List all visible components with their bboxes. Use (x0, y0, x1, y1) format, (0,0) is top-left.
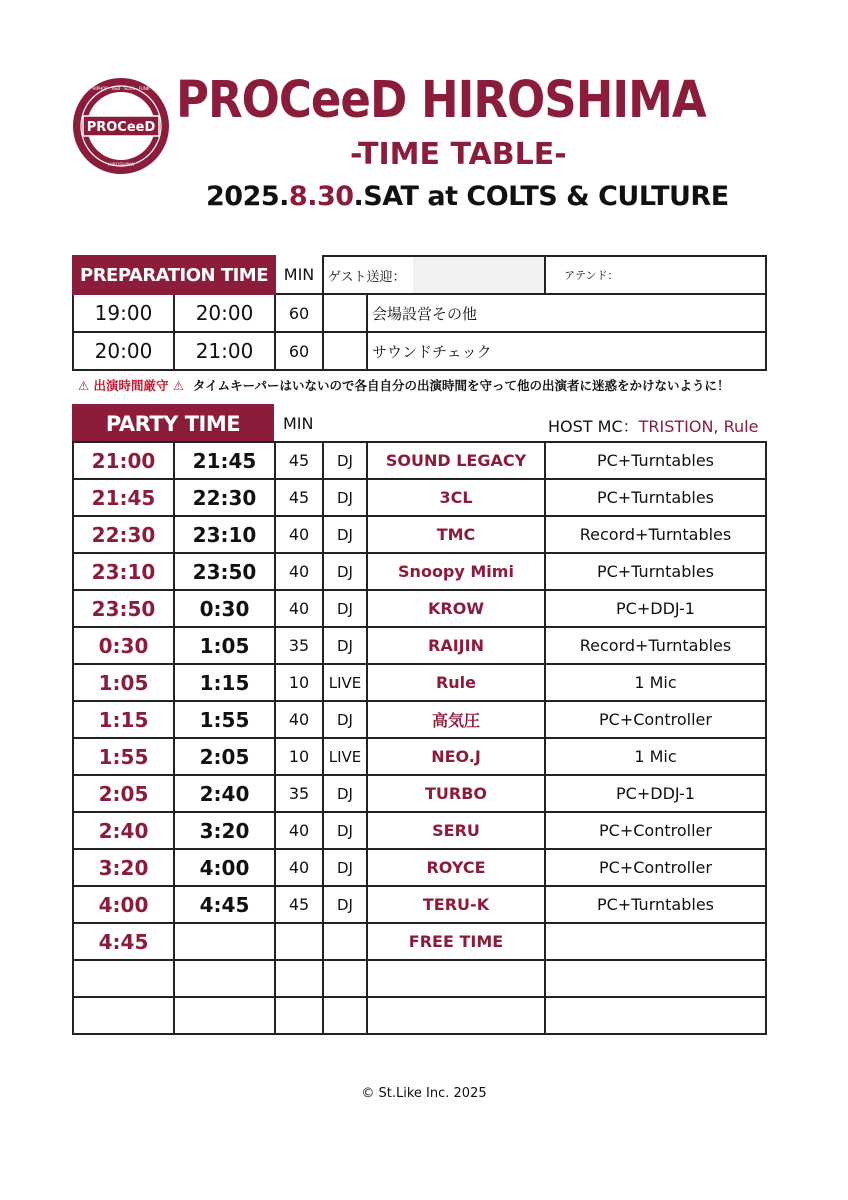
copyright: © St.Like Inc. 2025 (361, 1086, 487, 1101)
start-time: 1:15 (73, 701, 174, 738)
preparation-min-label: MIN (275, 256, 323, 294)
artist-name (367, 997, 545, 1034)
start-time: 4:45 (73, 923, 174, 960)
start-time: 4:00 (73, 886, 174, 923)
artist-name: 高気圧 (367, 701, 545, 738)
artist-name: SERU (367, 812, 545, 849)
party-row (73, 738, 766, 775)
party-row (73, 960, 766, 997)
end-time: 23:10 (174, 516, 275, 553)
minutes: 45 (275, 886, 323, 923)
page-title: PROCeeD HIROSHIMA (176, 70, 706, 130)
artist-name: Rule (367, 664, 545, 701)
minutes: 10 (275, 664, 323, 701)
minutes (275, 997, 323, 1034)
logo-ring-top: HIPHOP · R&B · SOUL · FUNK (92, 86, 150, 91)
equipment (545, 960, 766, 997)
party-row (73, 664, 766, 701)
host-mc (548, 414, 758, 437)
party-min-label: MIN (283, 414, 314, 433)
equipment: PC+Controller (545, 849, 766, 886)
prep-start-time: 20:00 (73, 332, 174, 370)
start-time (73, 997, 174, 1034)
artist-name: TURBO (367, 775, 545, 812)
minutes (275, 960, 323, 997)
prep-type (323, 294, 367, 332)
host-mc-label: HOST MC： (548, 417, 639, 436)
preparation-row (73, 294, 766, 332)
minutes: 40 (275, 812, 323, 849)
end-time: 0:30 (174, 590, 275, 627)
host-mc-names: TRISTION, Rule (638, 417, 759, 436)
page-subtitle: -TIME TABLE- (350, 137, 567, 172)
party-row (73, 923, 766, 960)
start-time: 2:40 (73, 812, 174, 849)
logo-text: PROCeeD (86, 120, 156, 135)
warning-notice (78, 376, 729, 394)
end-time: 2:05 (174, 738, 275, 775)
start-time: 0:30 (73, 627, 174, 664)
preparation-time-label: PREPARATION TIME (73, 256, 275, 294)
guest-pickup-label: ゲスト送迎： (323, 256, 413, 294)
end-time: 2:40 (174, 775, 275, 812)
prep-end-time: 20:00 (174, 294, 275, 332)
minutes: 40 (275, 516, 323, 553)
minutes: 10 (275, 738, 323, 775)
performance-type: DJ (323, 701, 367, 738)
party-row (73, 553, 766, 590)
performance-type: DJ (323, 627, 367, 664)
equipment: 1 Mic (545, 738, 766, 775)
event-date-venue (206, 181, 729, 212)
date-prefix: 2025. (206, 181, 289, 212)
minutes: 35 (275, 775, 323, 812)
prep-note: 会場設営その他 (367, 294, 766, 332)
minutes: 45 (275, 479, 323, 516)
party-row (73, 812, 766, 849)
date-highlight: 8.30 (288, 181, 354, 212)
performance-type: DJ (323, 886, 367, 923)
warning-text: タイムキーパーはいないので各自自分の出演時間を守って他の出演者に迷惑をかけないように！ (192, 378, 730, 393)
artist-name: 3CL (367, 479, 545, 516)
end-time: 4:45 (174, 886, 275, 923)
guest-pickup-field[interactable] (413, 256, 545, 294)
start-time: 2:05 (73, 775, 174, 812)
end-time: 1:05 (174, 627, 275, 664)
party-row (73, 701, 766, 738)
equipment: PC+Turntables (545, 479, 766, 516)
equipment: 1 Mic (545, 664, 766, 701)
logo-ring-bottom: HIROSHIMA (108, 163, 134, 168)
attend-label: アテンド： (545, 256, 640, 294)
end-time (174, 960, 275, 997)
end-time: 1:55 (174, 701, 275, 738)
minutes: 40 (275, 701, 323, 738)
party-row (73, 590, 766, 627)
equipment: Record+Turntables (545, 627, 766, 664)
equipment: PC+Controller (545, 812, 766, 849)
start-time: 1:05 (73, 664, 174, 701)
end-time: 4:00 (174, 849, 275, 886)
artist-name (367, 960, 545, 997)
minutes: 40 (275, 553, 323, 590)
performance-type: DJ (323, 442, 367, 479)
party-row (73, 479, 766, 516)
performance-type (323, 960, 367, 997)
equipment (545, 997, 766, 1034)
equipment: Record+Turntables (545, 516, 766, 553)
end-time: 1:15 (174, 664, 275, 701)
start-time: 22:30 (73, 516, 174, 553)
warning-label: ⚠ 出演時間厳守 ⚠ (78, 378, 185, 393)
artist-name: Snoopy Mimi (367, 553, 545, 590)
party-row (73, 886, 766, 923)
prep-type (323, 332, 367, 370)
prep-end-time: 21:00 (174, 332, 275, 370)
artist-name: KROW (367, 590, 545, 627)
artist-name: RAIJIN (367, 627, 545, 664)
proceed-logo (71, 76, 171, 176)
minutes: 35 (275, 627, 323, 664)
minutes (275, 923, 323, 960)
performance-type: DJ (323, 516, 367, 553)
prep-note: サウンドチェック (367, 332, 766, 370)
party-row (73, 442, 766, 479)
start-time: 1:55 (73, 738, 174, 775)
performance-type: DJ (323, 590, 367, 627)
attend-field[interactable] (640, 256, 766, 294)
equipment: PC+Turntables (545, 886, 766, 923)
start-time: 3:20 (73, 849, 174, 886)
performance-type: DJ (323, 479, 367, 516)
end-time: 3:20 (174, 812, 275, 849)
party-row (73, 997, 766, 1034)
start-time: 21:45 (73, 479, 174, 516)
performance-type: DJ (323, 775, 367, 812)
minutes: 40 (275, 590, 323, 627)
minutes: 40 (275, 849, 323, 886)
performance-type (323, 923, 367, 960)
performance-type: LIVE (323, 738, 367, 775)
end-time (174, 923, 275, 960)
end-time: 22:30 (174, 479, 275, 516)
prep-minutes: 60 (275, 332, 323, 370)
equipment: PC+DDJ-1 (545, 590, 766, 627)
end-time: 23:50 (174, 553, 275, 590)
party-time-label: PARTY TIME (72, 404, 274, 442)
artist-name: FREE TIME (367, 923, 545, 960)
minutes: 45 (275, 442, 323, 479)
preparation-header-row (73, 256, 766, 294)
party-row (73, 775, 766, 812)
equipment: PC+Controller (545, 701, 766, 738)
party-row (73, 516, 766, 553)
party-row (73, 849, 766, 886)
performance-type (323, 997, 367, 1034)
party-table (72, 441, 767, 1035)
artist-name: NEO.J (367, 738, 545, 775)
artist-name: ROYCE (367, 849, 545, 886)
artist-name: TMC (367, 516, 545, 553)
start-time: 23:50 (73, 590, 174, 627)
start-time (73, 960, 174, 997)
equipment (545, 923, 766, 960)
prep-start-time: 19:00 (73, 294, 174, 332)
equipment: PC+Turntables (545, 553, 766, 590)
preparation-table (72, 255, 767, 371)
artist-name: TERU-K (367, 886, 545, 923)
performance-type: DJ (323, 812, 367, 849)
equipment: PC+Turntables (545, 442, 766, 479)
start-time: 21:00 (73, 442, 174, 479)
performance-type: DJ (323, 849, 367, 886)
start-time: 23:10 (73, 553, 174, 590)
prep-minutes: 60 (275, 294, 323, 332)
performance-type: LIVE (323, 664, 367, 701)
performance-type: DJ (323, 553, 367, 590)
artist-name: SOUND LEGACY (367, 442, 545, 479)
date-suffix: .SAT at COLTS & CULTURE (353, 181, 729, 212)
preparation-row (73, 332, 766, 370)
party-row (73, 627, 766, 664)
equipment: PC+DDJ-1 (545, 775, 766, 812)
end-time (174, 997, 275, 1034)
end-time: 21:45 (174, 442, 275, 479)
